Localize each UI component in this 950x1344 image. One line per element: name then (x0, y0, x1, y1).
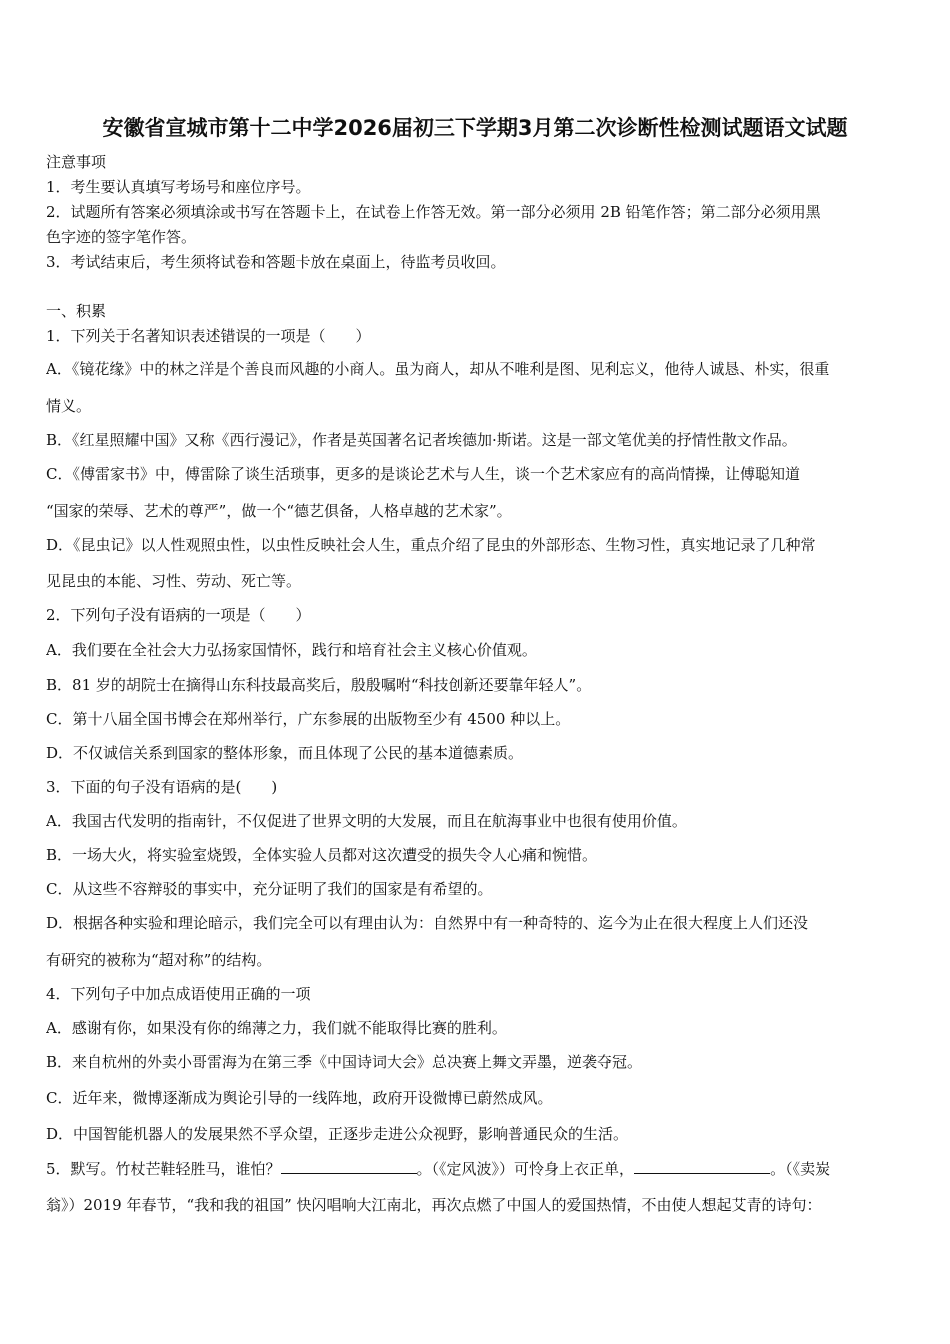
q4-option-b: B．来自杭州的外卖小哥雷海为在第三季《中国诗词大会》总决赛上舞文弄墨，逆袭夺冠。 (46, 1053, 643, 1071)
q2-option-b: B．81 岁的胡院士在摘得山东科技最高奖后，殷殷嘱咐“科技创新还要靠年轻人”。 (46, 676, 592, 694)
notice-item-3: 3．考试结束后，考生须将试卷和答题卡放在桌面上，待监考员收回。 (46, 253, 506, 271)
q5-text-2: 。（《定风波》）可怜身上衣正单， (416, 1160, 635, 1178)
q5-line-1 (46, 1159, 908, 1179)
q4-option-d: D．中国智能机器人的发展果然不孚众望，正逐步走进公众视野，影响普通民众的生活。 (46, 1125, 629, 1143)
q1-option-b: B．《红星照耀中国》又称《西行漫记》，作者是英国著名记者埃德加·斯诺。这是一部文笔优美的抒情性散文作品。 (46, 431, 797, 449)
q2-stem: 2．下列句子没有语病的一项是（ ） (46, 606, 311, 624)
q3-option-b: B．一场大火，将实验室烧毁，全体实验人员都对这次遭受的损失令人心痛和惋惜。 (46, 846, 598, 864)
q2-option-c: C．第十八届全国书博会在郑州举行，广东参展的出版物至少有 4500 种以上。 (46, 710, 571, 728)
q4-stem: 4．下列句子中加点成语使用正确的一项 (46, 985, 311, 1003)
q1-option-a: A．《镜花缘》中的林之洋是个善良而风趣的小商人。虽为商人，却从不唯利是图、见利忘义，他待人诚恳、朴实，很重 (46, 360, 830, 378)
notice-item-2-cont: 色字迹的签字笔作答。 (46, 228, 197, 246)
q1-option-a-cont: 情义。 (46, 397, 92, 415)
notice-item-1: 1．考生要认真填写考场号和座位序号。 (46, 178, 311, 196)
page-title: 安徽省宣城市第十二中学2026届初三下学期3月第二次诊断性检测试题语文试题 (102, 116, 848, 140)
q5-line-2: 翁》）2019 年春节，“我和我的祖国” 快闪唱响大江南北，再次点燃了中国人的爱国热情，不由使人想起艾青的诗句： (46, 1196, 822, 1214)
q1-option-d-cont: 见昆虫的本能、习性、劳动、死亡等。 (46, 572, 302, 590)
q3-option-d-cont: 有研究的被称为“超对称”的结构。 (46, 951, 272, 969)
notice-heading: 注意事项 (46, 153, 107, 171)
section-heading: 一、积累 (46, 302, 107, 320)
q1-option-c-cont: “国家的荣辱、艺术的尊严”，做一个“德艺俱备，人格卓越的艺术家”。 (46, 502, 512, 520)
q3-option-c: C．从这些不容辩驳的事实中，充分证明了我们的国家是有希望的。 (46, 880, 493, 898)
q2-option-a: A．我们要在全社会大力弘扬家国情怀，践行和培育社会主义核心价值观。 (46, 641, 537, 659)
q4-option-a: A．感谢有你，如果没有你的绵薄之力，我们就不能取得比赛的胜利。 (46, 1019, 507, 1037)
q1-option-c: C．《傅雷家书》中，傅雷除了谈生活琐事，更多的是谈论艺术与人生，谈一个艺术家应有的高尚情操，让傅聪知道 (46, 465, 800, 483)
notice-item-2: 2．试题所有答案必须填涂或书写在答题卡上，在试卷上作答无效。第一部分必须用 2B 铅笔作答；第二部分必须用黑 (46, 203, 821, 221)
q5-answer-blank-2[interactable] (634, 1159, 770, 1174)
q2-option-d: D．不仅诚信关系到国家的整体形象，而且体现了公民的基本道德素质。 (46, 744, 524, 762)
q3-stem: 3．下面的句子没有语病的是( ) (46, 778, 278, 796)
q5-answer-blank-1[interactable] (281, 1159, 417, 1174)
q3-option-a: A．我国古代发明的指南针，不仅促进了世界文明的大发展，而且在航海事业中也很有使用价值。 (46, 812, 687, 830)
q1-stem: 1．下列关于名著知识表述错误的一项是（ ） (46, 327, 371, 345)
q5-text-1: 5．默写。竹杖芒鞋轻胜马，谁怕？ (46, 1160, 281, 1178)
q1-option-d: D．《昆虫记》以人性观照虫性，以虫性反映社会人生，重点介绍了昆虫的外部形态、生物习性，真实地记录了几种常 (46, 536, 816, 554)
q3-option-d: D．根据各种实验和理论暗示，我们完全可以有理由认为：自然界中有一种奇特的、迄今为止在很大程度上人们还没 (46, 914, 809, 932)
q5-text-3: 。（《卖炭 (770, 1160, 831, 1178)
q4-option-c: C．近年来，微博逐渐成为舆论引导的一线阵地，政府开设微博已蔚然成风。 (46, 1089, 553, 1107)
